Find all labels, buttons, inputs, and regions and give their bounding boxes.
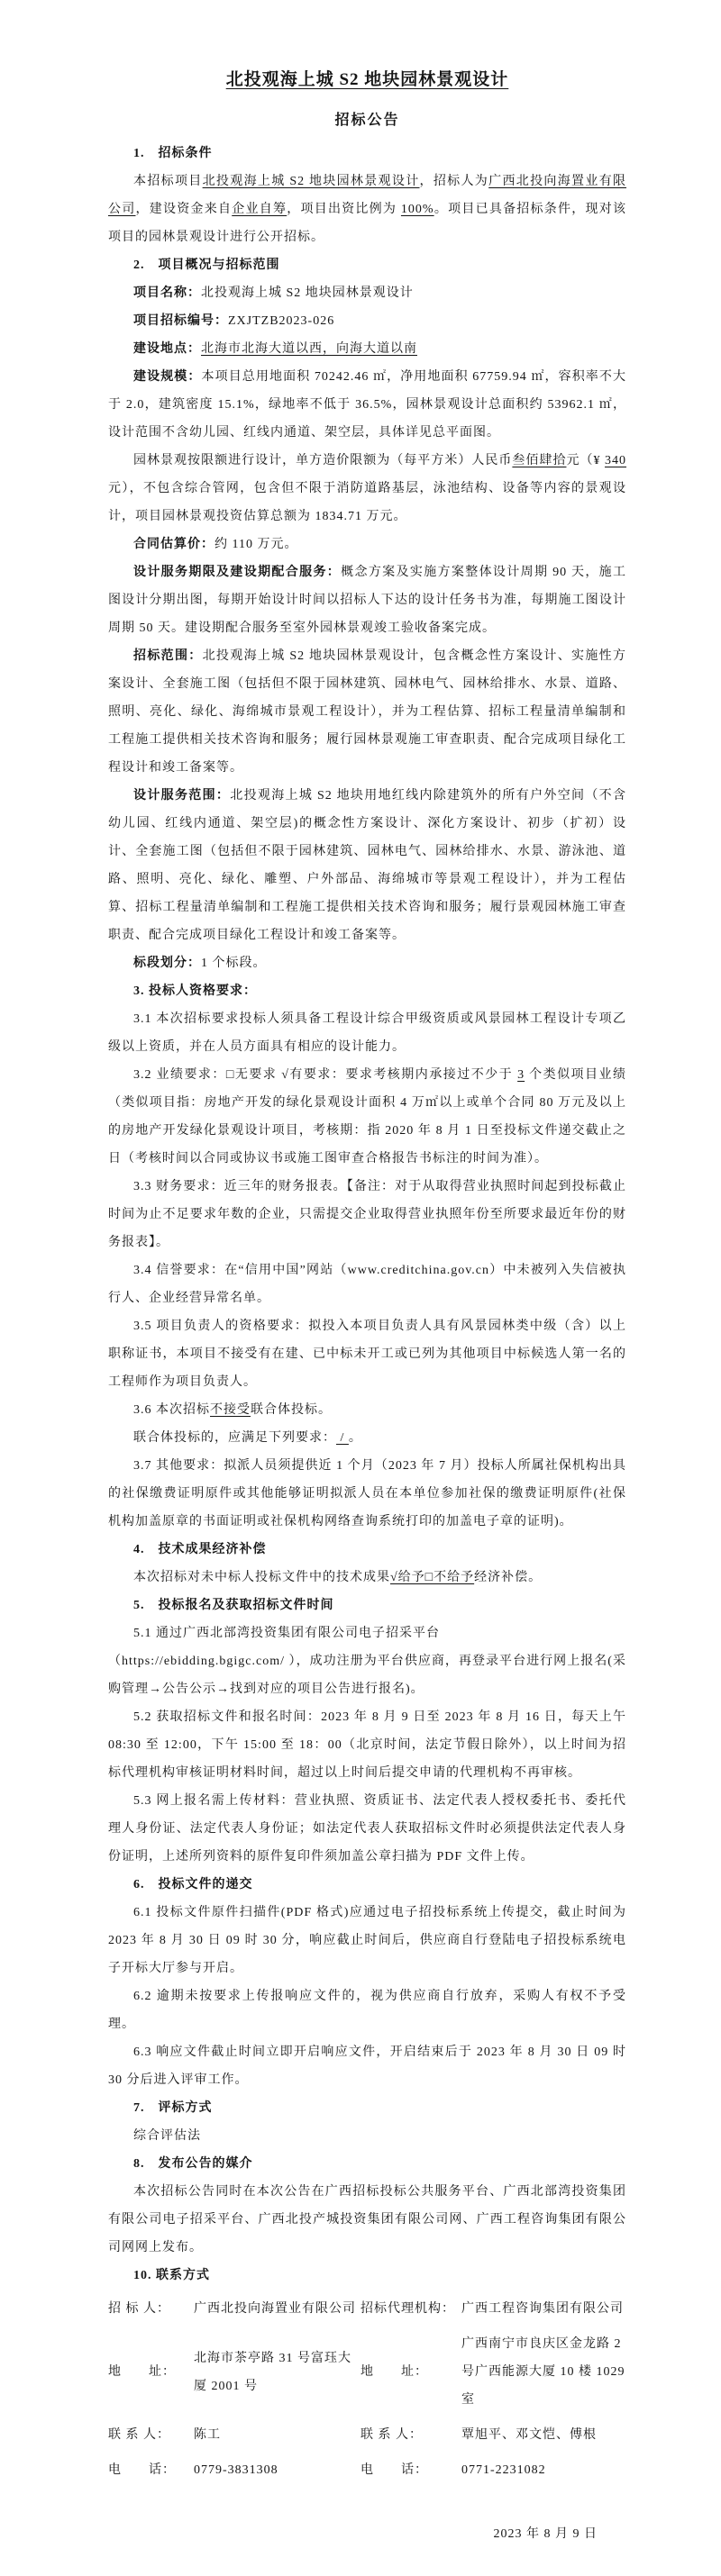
para-bid-conditions	[108, 168, 626, 251]
text-run: ，建设资金来自	[135, 203, 233, 216]
text-run: 联合体投标的，应满足下列要求：	[133, 1431, 336, 1445]
para-3-1-qualification: 3.1 本次招标要求投标人须具备工程设计综合甲级资质或风景园林工程设计专项乙级以上资质，并在人员方面具有相应的设计能力。	[108, 1012, 626, 1054]
heading-bid-submission: 6. 投标文件的递交	[133, 1878, 253, 1891]
para-3-5-project-leader: 3.5 项目负责人的资格要求：拟投入本项目负责人具有风景园林类中级（含）以上职称证书，本项目不接受有在建、已中标未开工或已列为其他项目中标候选人第一名的工程师作为项目负责人。	[108, 1320, 626, 1389]
para-5-2-time: 5.2 获取招标文件和报名时间：2023 年 8 月 9 日至 2023 年 8 月 16 日，每天上午 08:30 至 12:00，下午 15:00 至 18：00（北京时间，法定节假日除外），以上时间为招标代理机构审核证明材料时间，超过以上时间后提交申请的代理机构不再审核。	[108, 1710, 626, 1780]
para-5-3-materials: 5.3 网上报名需上传材料：营业执照、资质证书、法定代表人授权委托书、委托代理人身份证、法定代表人身份证；如法定代表人获取招标文件时必须提供法定代表人身份证明，上述所列资料的原件复印件须加盖公章扫描为 PDF 文件上传。	[108, 1794, 626, 1864]
bidder-address-label: 地 址：	[108, 2365, 176, 2379]
field-label: 招标范围：	[133, 649, 203, 663]
agency-phone: 0771-2231082	[461, 2463, 546, 2477]
para-location	[108, 335, 626, 363]
heading-announcement-media: 8. 发布公告的媒介	[133, 2157, 253, 2171]
funding-source-underlined: 企业自筹	[232, 203, 287, 216]
heading-evaluation-method: 7. 评标方式	[133, 2101, 213, 2115]
amount-digits-underlined: 340	[605, 454, 627, 467]
field-label: 建设规模：	[133, 370, 202, 384]
bidder-phone: 0779-3831308	[194, 2463, 278, 2477]
para-3-7-other: 3.7 其他要求：拟派人员须提供近 1 个月（2023 年 7 月）投标人所属社保机构出具的社保缴费证明原件或其他能够证明拟派人员在本单位参加社保的缴费证明原件(社保机构加盖原章的书面证明或社保机构网络查询系统打印的加盖电子章的证明)。	[108, 1459, 626, 1528]
agency-address-label: 地 址：	[360, 2365, 428, 2379]
field-value: 北投观海上城 S2 地块用地红线内除建筑外的所有户外空间（不含幼儿园、红线内通道、架空层)的概念性方案设计、深化方案设计、初步（扩初）设计、全套施工图（包括但不限于园林建筑、园林电气、园林给排水、水景、游泳池、道路、照明、亮化、绿化、雕塑、户外部品、海绵城市等景观工程设计），并为工程估算、招标工程量清单编制和工程施工提供相关技术咨询和服务；履行景观园林施工审查职责、配合完成项目绿化工程设计和竣工备案等。	[108, 789, 626, 942]
contact-row-persons	[108, 2421, 626, 2449]
agency-label: 招标代理机构：	[360, 2302, 455, 2316]
para-3-3-financial: 3.3 财务要求：近三年的财务报表。【备注：对于从取得营业执照时间起到投标截止时间为止不足要求年数的企业，只需提交企业取得营业执照年份至所要求最近年份的财务报表】。	[108, 1180, 626, 1249]
field-value: 约 110 万元。	[214, 538, 298, 551]
para-evaluation-method: 综合评估法	[133, 2129, 201, 2143]
bidder-label: 招 标 人：	[108, 2302, 170, 2316]
contact-table	[108, 2295, 626, 2484]
agency-name: 广西工程咨询集团有限公司	[461, 2302, 624, 2316]
text-run: 3.2 业绩要求：□无要求 √有要求：要求考核期内承接过不少于	[133, 1068, 518, 1082]
field-value: 本项目总用地面积 70242.46 ㎡，净用地面积 67759.94 ㎡，容积率不大于 2.0，建筑密度 15.1%，绿地率不低于 36.5%，园林景观设计总面积约 53962.1 ㎡，设计范围不含幼儿园、红线内通道、架空层，具体详见总平面图。	[108, 370, 626, 440]
location-underlined: 北海市北海大道以西，向海大道以南	[201, 342, 417, 356]
text-run: 3.6 本次招标	[133, 1403, 210, 1417]
para-3-2-performance	[108, 1061, 626, 1173]
document-title-text: 北投观海上城 S2 地块园林景观设计	[225, 70, 509, 89]
project-count-underlined: 3	[517, 1068, 525, 1082]
para-scale	[108, 363, 626, 447]
para-design-period	[108, 558, 626, 642]
bidder-name-underlined: 广西北投向海置业有限公司	[108, 175, 627, 216]
heading-technical-compensation: 4. 技术成果经济补偿	[133, 1543, 267, 1556]
text-run: 元），不包含综合管网，包含但不限于消防道路基层，泳池结构、设备等内容的景观设计，项目园林景观投资估算总额为 1834.71 万元。	[108, 482, 626, 523]
para-3-4-credit: 3.4 信誉要求：在“信用中国”网站（www.creditchina.gov.cn）中未被列入失信被执行人、企业经营异常名单。	[108, 1264, 626, 1305]
contact-row-phones	[108, 2456, 626, 2484]
field-label: 项目招标编号：	[133, 314, 228, 328]
field-value: ZXJTZB2023-026	[228, 314, 335, 328]
funding-ratio-underlined: 100%	[400, 203, 434, 216]
field-label: 标段划分：	[133, 957, 201, 970]
text-run: 联合体投标。	[251, 1403, 332, 1417]
para-lot-division	[108, 949, 626, 977]
blank-slash-underlined: /	[336, 1431, 349, 1445]
contact-row-addresses	[108, 2330, 626, 2414]
agency-phone-label: 电 话：	[360, 2463, 428, 2477]
para-6-1-upload: 6.1 投标文件原件扫描件(PDF 格式)应通过电子招投标系统上传提交，截止时间为 2023 年 8 月 30 日 09 时 30 分，响应截止时间后，供应商自行登陆电子招投标系统电子开标大厅参与开启。	[108, 1906, 626, 1975]
field-value: 1 个标段。	[201, 957, 267, 970]
para-6-2-overdue: 6.2 逾期未按要求上传报响应文件的，视为供应商自行放弃，采购人有权不予受理。	[108, 1990, 626, 2031]
bidder-person: 陈工	[194, 2428, 221, 2442]
para-design-service-scope	[108, 782, 626, 949]
field-value: 概念方案及实施方案整体设计周期 90 天，施工图设计分期出图，每期开始设计时间以招标人下达的设计任务书为准，每期施工图设计周期 50 天。建设期配合服务至室外园林景观竣工验收备案完成。	[108, 566, 627, 635]
para-compensation	[108, 1564, 626, 1592]
not-accept-underlined: 不接受	[210, 1403, 251, 1417]
field-value: 北投观海上城 S2 地块园林景观设计，包含概念性方案设计、实施性方案设计、全套施工图（包括但不限于园林建筑、园林电气、园林给排水、水景、道路、照明、亮化、绿化、海绵城市景观工程设计），并为工程估算、招标工程量清单编制和工程施工提供相关技术咨询和服务；履行园林景观施工审查职责、配合完成项目绿化工程设计和竣工备案等。	[108, 649, 626, 775]
heading-bid-conditions: 1. 招标条件	[133, 147, 213, 160]
document-subtitle: 招标公告	[334, 113, 400, 128]
compensation-choice-underlined: √给予□不给予	[390, 1571, 475, 1584]
bidder-address: 北海市茶亭路 31 号富珏大厦 2001 号	[194, 2351, 351, 2393]
bidder-name: 广西北投向海置业有限公司	[194, 2302, 356, 2316]
bidder-person-label: 联 系 人：	[108, 2428, 170, 2442]
field-value: 北投观海上城 S2 地块园林景观设计	[201, 286, 414, 300]
para-5-1-platform-url: （https://ebidding.bgigc.com/ ），成功注册为平台供应商，再登录平台进行网上报名(采购管理→公告公示→找到对应的项目公告进行报名)。	[108, 1655, 626, 1696]
field-label: 建设地点：	[133, 342, 201, 356]
contact-row-names	[108, 2295, 626, 2323]
field-label: 设计服务范围：	[133, 789, 231, 803]
text-run: 个类似项目业绩（类似项目指：房地产开发的绿化景观设计面积 4 万㎡以上或单个合同 80 万元及以上的房地产开发绿化景观设计项目，考核期：指 2020 年 8 月 1 日至投标文件递交截止之日（考核时间以合同或协议书或施工图审查合格报告书标注的时间为准）。	[108, 1068, 627, 1166]
heading-registration-time: 5. 投标报名及获取招标文件时间	[133, 1599, 334, 1612]
para-cost-limit	[108, 447, 626, 531]
para-tender-number	[108, 307, 626, 335]
text-run: 本招标项目	[133, 175, 203, 188]
para-tender-scope	[108, 642, 626, 782]
text-run: 经济补偿。	[474, 1571, 543, 1584]
text-run: 。项目已具备招标条件，现对该项目的园林景观设计进行公开招标。	[108, 203, 627, 244]
text-run: ，项目出资比例为	[287, 203, 401, 216]
para-3-6-consortium	[108, 1396, 626, 1424]
heading-contact-info: 10. 联系方式	[133, 2269, 210, 2282]
heading-bidder-qualifications: 3. 投标人资格要求：	[133, 984, 257, 998]
para-project-name	[108, 279, 626, 307]
announcement-date: 2023 年 8 月 9 日	[493, 2527, 598, 2541]
field-label: 设计服务期限及建设期配合服务：	[133, 566, 342, 579]
text-run: 元（¥	[566, 454, 606, 467]
bidder-phone-label: 电 话：	[108, 2463, 176, 2477]
text-run: ，招标人为	[419, 175, 489, 188]
para-consortium-requirements	[108, 1424, 626, 1452]
heading-project-overview: 2. 项目概况与招标范围	[133, 259, 280, 272]
amount-words-underlined: 叁佰肆拾	[512, 454, 567, 467]
field-label: 项目名称：	[133, 286, 201, 300]
agency-address: 广西南宁市良庆区金龙路 2 号广西能源大厦 10 楼 1029 室	[461, 2337, 625, 2407]
agency-person-label: 联 系 人：	[360, 2428, 423, 2442]
text-run: 本次招标对未中标人投标文件中的技术成果	[133, 1571, 390, 1584]
field-label: 合同估算价：	[133, 538, 214, 551]
para-announcement-media: 本次招标公告同时在本次公告在广西招标投标公共服务平台、广西北部湾投资集团有限公司电子招采平台、广西北投产城投资集团有限公司网、广西工程咨询集团有限公司网网上发布。	[108, 2185, 626, 2254]
document-title	[108, 65, 626, 95]
text-run: 。	[348, 1431, 362, 1445]
project-name-underlined: 北投观海上城 S2 地块园林景观设计	[202, 175, 420, 188]
para-5-1-platform: 5.1 通过广西北部湾投资集团有限公司电子招采平台	[133, 1627, 440, 1640]
agency-person: 覃旭平、邓文恺、傅根	[461, 2428, 597, 2442]
text-run: 园林景观按限额进行设计，单方造价限额为（每平方米）人民币	[133, 454, 513, 467]
para-contract-estimate	[108, 531, 626, 558]
para-6-3-opening: 6.3 响应文件截止时间立即开启响应文件，开启结束后于 2023 年 8 月 30 日 09 时 30 分后进入评审工作。	[108, 2045, 626, 2087]
